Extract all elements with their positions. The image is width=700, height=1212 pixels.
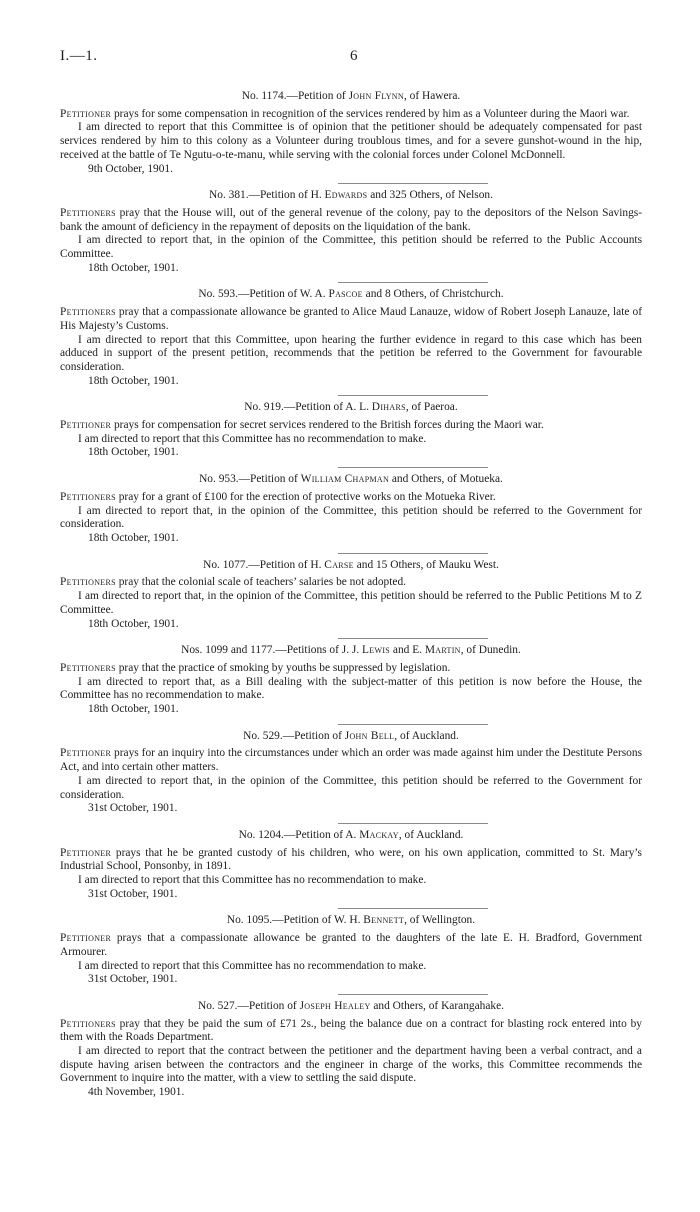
petitioner-name: Carse [324, 558, 354, 571]
petition-title [60, 644, 642, 658]
separator-rule [338, 638, 488, 639]
prayer-paragraph [60, 932, 642, 959]
prayer-text: pray that the colonial scale of teachers’ salaries be not adopted. [115, 576, 406, 589]
petition-title [60, 90, 642, 104]
separator-rule [338, 994, 488, 995]
paper-reference: I.—1. [60, 48, 98, 64]
title-prefix: No. 1095.—Petition of W. H. [226, 914, 364, 927]
petition-list [60, 90, 642, 1100]
title-middle: and E. [390, 644, 425, 657]
petitioner-name: William Chapman [300, 473, 390, 486]
prayer-label: Petitioner [60, 747, 112, 760]
page-header [60, 50, 642, 70]
report-date: 18th October, 1901. [88, 531, 179, 544]
petition-entry [60, 90, 642, 176]
prayer-text: prays for compensation for secret services rendered to the British forces during the Maori war. [111, 419, 544, 432]
prayer-paragraph [60, 419, 642, 433]
report-paragraph: I am directed to report that this Committee has no recommendation to make. [78, 432, 427, 445]
prayer-text: pray that they be paid the sum of £71 2s., being the balance due on a contract for blasting rock entered into by them with the Roads Department. [60, 1017, 642, 1044]
title-prefix: Nos. 1099 and 1177.—Petitions of J. J. [181, 644, 363, 657]
petitioner-name: John Bell [344, 729, 395, 742]
report-date: 31st October, 1901. [88, 802, 178, 815]
petition-title [60, 288, 642, 302]
prayer-paragraph [60, 662, 642, 676]
petition-entry [60, 288, 642, 388]
prayer-label: Petitioners [60, 306, 116, 319]
report-date: 31st October, 1901. [88, 973, 178, 986]
separator-rule [338, 395, 488, 396]
report-paragraph: I am directed to report that this Committee, upon hearing the further evidence in regard to this case which has been adduced in support of the present petition, recommends that the petition be referred to the Government for favourable consideration. [60, 333, 642, 373]
title-suffix: , of Auckland. [394, 729, 459, 742]
prayer-paragraph [60, 491, 642, 505]
prayer-text: prays that a compassionate allowance be granted to the daughters of the late E. H. Bradford, Government Armourer. [60, 932, 642, 958]
petition-title [60, 189, 642, 203]
prayer-text: pray for a grant of £100 for the erection of protective works on the Motueka River. [115, 490, 496, 503]
prayer-paragraph [60, 847, 642, 874]
prayer-paragraph [60, 306, 642, 333]
report-paragraph: I am directed to report that this Committee has no recommendation to make. [78, 874, 427, 887]
petitioner-name: Mackay [359, 828, 399, 841]
petition-entry [60, 730, 642, 816]
title-suffix: , of Auckland. [398, 828, 464, 841]
petitioner-name: Pascoe [328, 288, 363, 301]
prayer-paragraph [60, 747, 642, 774]
report-paragraph: I am directed to report that this Committee has no recommendation to make. [78, 959, 427, 972]
prayer-paragraph [60, 207, 642, 234]
petition-entry [60, 1000, 642, 1100]
petition-title [60, 829, 642, 843]
report-paragraph: I am directed to report that this Committee is of opinion that the petitioner should be adequately compensated for past services rendered by him to this colony as a Volunteer during troublous times, and for a severe gunshot-wound in the hip, received at the battle of Te Ngutu-o-te-manu, while serving with the colonial forces under Colonel McDonnell. [60, 121, 642, 161]
title-prefix: No. 527.—Petition of [197, 999, 300, 1012]
report-date: 18th October, 1901. [88, 703, 179, 716]
petitioner-name: Lewis [362, 644, 391, 657]
report-paragraph: I am directed to report that, in the opinion of the Committee, this petition should be referred to the Public Petitions M to Z Committee. [60, 590, 642, 616]
title-prefix: No. 1204.—Petition of A. [238, 828, 360, 841]
separator-rule [338, 553, 488, 554]
prayer-label: Petitioners [60, 576, 116, 589]
petition-title [60, 559, 642, 573]
separator-rule [338, 282, 488, 283]
petition-entry [60, 401, 642, 460]
report-paragraph: I am directed to report that, in the opinion of the Committee, this petition should be referred to the Public Accounts Committee. [60, 234, 642, 261]
report-date: 18th October, 1901. [88, 617, 179, 630]
prayer-label: Petitioner [60, 419, 112, 432]
prayer-paragraph [60, 108, 642, 122]
report-paragraph: I am directed to report that, in the opinion of the Committee, this petition should be referred to the Government for consideration. [60, 504, 642, 531]
petition-title [60, 914, 642, 928]
petitioner-name: John Flynn [348, 90, 404, 102]
title-suffix: and 15 Others, of Mauku West. [353, 558, 499, 571]
prayer-label: Petitioner [60, 932, 112, 945]
petition-title [60, 473, 642, 487]
title-prefix: No. 1077.—Petition of H. [203, 558, 325, 571]
title-suffix: and Others, of Karangahake. [370, 999, 504, 1012]
report-date: 31st October, 1901. [88, 887, 178, 900]
title-suffix: and 325 Others, of Nelson. [367, 189, 493, 202]
report-paragraph: I am directed to report that the contract between the petitioner and the department having been a verbal contract, and a dispute having arisen between the contractors and the engineer in charge of the works, this Committee recommends the Government to inquire into the matter, with a view to settling the said dispute. [60, 1045, 642, 1085]
title-prefix: No. 381.—Petition of H. [209, 189, 325, 202]
separator-rule [338, 183, 488, 184]
report-paragraph: I am directed to report that, in the opinion of the Committee, this petition should be referred to the Government for consideration. [60, 774, 642, 801]
title-prefix: No. 1174.—Petition of [241, 90, 349, 102]
title-prefix: No. 529.—Petition of [243, 729, 345, 742]
prayer-text: prays for an inquiry into the circumstances under which an order was made against him under the Destitute Persons Act, and into certain other matters. [60, 747, 642, 774]
report-date: 18th October, 1901. [88, 374, 179, 387]
report-date: 9th October, 1901. [88, 162, 173, 175]
petitioner-name: Joseph Healey [299, 999, 371, 1012]
report-paragraph: I am directed to report that, as a Bill dealing with the subject-matter of this petition is now before the House, the Committee has no recommendation to make. [60, 675, 642, 702]
title-suffix: , of Wellington. [404, 914, 476, 927]
prayer-paragraph [60, 1018, 642, 1045]
prayer-label: Petitioners [60, 661, 116, 674]
title-suffix: and 8 Others, of Christchurch. [362, 288, 504, 301]
prayer-label: Petitioner [60, 107, 112, 120]
petition-title [60, 730, 642, 744]
prayer-label: Petitioner [60, 846, 112, 859]
petitioner-name: Dihars [371, 401, 406, 414]
title-prefix: No. 919.—Petition of A. L. [244, 401, 372, 414]
title-suffix: , of Hawera. [403, 90, 461, 102]
prayer-text: pray that the House will, out of the general revenue of the colony, pay to the depositors of the Nelson Savings-bank the amount of deficiency in the repayment of deposits on the liquidation of the bank. [60, 206, 642, 233]
prayer-paragraph [60, 576, 642, 590]
petition-entry [60, 644, 642, 717]
page-number: 6 [350, 48, 358, 64]
petitioner-name: Bennett [363, 914, 405, 927]
separator-rule [338, 908, 488, 909]
petition-entry [60, 829, 642, 902]
report-date: 18th October, 1901. [88, 446, 179, 459]
separator-rule [338, 467, 488, 468]
petition-title [60, 401, 642, 415]
petition-title [60, 1000, 642, 1014]
prayer-text: pray that the practice of smoking by youths be suppressed by legislation. [115, 661, 451, 674]
report-date: 4th November, 1901. [88, 1086, 185, 1099]
separator-rule [338, 823, 488, 824]
report-date: 18th October, 1901. [88, 261, 179, 274]
separator-rule [338, 724, 488, 725]
petition-entry [60, 914, 642, 987]
prayer-text: pray that a compassionate allowance be granted to Alice Maud Lanauze, widow of Robert Joseph Lanauze, late of His Majesty’s Customs. [60, 306, 642, 332]
title-suffix: , of Dunedin. [460, 644, 521, 657]
title-suffix: , of Paeroa. [405, 401, 458, 414]
petition-entry [60, 473, 642, 546]
petition-entry [60, 559, 642, 632]
prayer-label: Petitioners [60, 206, 116, 219]
prayer-label: Petitioners [60, 1017, 116, 1030]
petitioner-name-2: Martin [424, 644, 461, 657]
prayer-text: prays that he be granted custody of his children, who were, on his own application, committed to St. Mary’s Industrial School, Ponsonby, in 1891. [60, 846, 642, 873]
title-suffix: and Others, of Motueka. [389, 473, 503, 486]
title-prefix: No. 953.—Petition of [199, 473, 301, 486]
prayer-label: Petitioners [60, 490, 116, 503]
title-prefix: No. 593.—Petition of W. A. [198, 288, 329, 301]
petitioner-name: Edwards [324, 189, 368, 202]
petition-entry [60, 189, 642, 275]
prayer-text: prays for some compensation in recognition of the services rendered by him as a Volunteer during the Maori war. [111, 107, 630, 120]
